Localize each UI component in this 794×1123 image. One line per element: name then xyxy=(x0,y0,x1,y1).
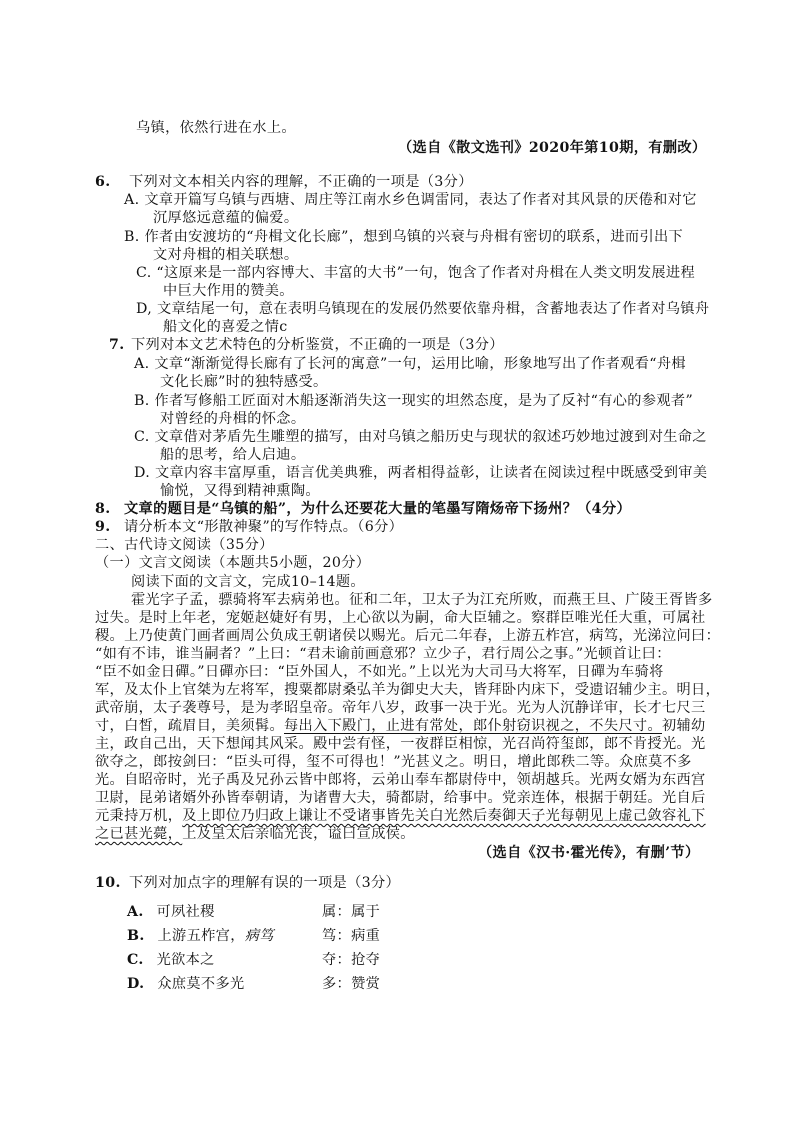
q6-number: 6. xyxy=(95,174,111,190)
option-label: C. xyxy=(127,952,144,968)
q6-option-d-cont: 船文化的喜爱之情c xyxy=(163,319,288,335)
reading-instruction: 阅读下面的文言文，完成10–14题。 xyxy=(131,574,365,590)
passage-source: （选自《汉书·霍光传》，有删’节） xyxy=(478,845,700,861)
q7-option-b: B. 作者写修船工匠面对木船逐渐消失这一现实的坦然态度，是为了反衬“有心的参观者” xyxy=(134,393,694,409)
passage-segment: 寸，白皙，疏眉目，美须髯。 xyxy=(95,718,284,734)
q7-stem: 下列对本文艺术特色的分析鉴赏，不正确的一项是（3分） xyxy=(131,337,504,353)
q6-option-b: B. 作者由安渡坊的“舟楫文化长廊”，想到乌镇的兴衰与舟楫有密切的联系，进而引出下 xyxy=(124,229,684,245)
q7-option-a-cont: 文化长廊”时的独特感受。 xyxy=(160,374,328,390)
q7-option-a: A. 文章“渐渐觉得长廊有了长河的寓意”一句，运用比喻，形象地写出了作者观看“舟楫 xyxy=(134,356,686,372)
passage-line: 过失。是时上年老，宠姬赵婕好有男，上心欲以为嗣，命大臣辅之。察群臣唯光任大重，可属社 xyxy=(95,610,706,626)
q6-option-d: D, 文章结尾一句，意在表明乌镇现在的发展仍然要依靠舟楫，含蓄地表达了作者对乌镇舟 xyxy=(136,301,710,317)
option-gloss: 夺：抢夺 xyxy=(322,952,381,968)
q7-option-b-cont: 对曾经的舟楫的怀念。 xyxy=(160,411,306,427)
passage-line: 霍光字子孟，骠骑将军去病弟也。征和二年，卫太子为江充所败，而燕王旦、广陵王胥皆多 xyxy=(131,592,713,608)
subsection-heading: （一）文言文阅读（本题共5小题，20分） xyxy=(95,555,371,571)
q10-stem: 下列对加点字的理解有误的一项是（3分） xyxy=(129,875,401,891)
option-phrase: 上游五柞宫， xyxy=(157,928,245,944)
passage-line: 武帝崩，太子袭尊号，是为孝昭皇帝。帝年八岁，政事一决于光。光为人沉静详审，长才七尺三 xyxy=(95,700,706,716)
q10-option-c xyxy=(127,950,667,970)
passage-line: 主，政自己出，天下想闻其风采。殿中尝有怪，一夜群臣相惊，光召尚符玺郎，郎不肯授光。光 xyxy=(95,736,706,752)
q7-number: 7. xyxy=(109,337,125,353)
option-phrase-italic: 病笃 xyxy=(244,928,274,944)
q6-option-c: C. “这原来是一部内容博大、丰富的大书”一句，饱含了作者对舟楫在人类文明发展进程 xyxy=(136,265,695,281)
q7-option-c-cont: 船的思考，给人启迪。 xyxy=(160,447,306,463)
passage-line xyxy=(95,716,706,736)
passage-ending-line: 乌镇，依然行进在水上。 xyxy=(136,120,296,136)
option-label: D. xyxy=(127,976,145,992)
q6-stem: 下列对文本相关内容的理解，不正确的一项是（3分） xyxy=(129,174,473,190)
q6-option-a: A. 文章开篇写乌镇与西塘、周庄等江南水乡色调雷同，表达了作者对其风景的厌倦和对它 xyxy=(124,192,697,208)
passage-line: 光。自昭帝时，光子禹及兄孙云皆中郎将，云弟山奉车都尉侍中，领胡越兵。光两女婿为东西宫 xyxy=(95,772,706,788)
q6-option-b-cont: 文对舟楫的相关联想。 xyxy=(153,247,299,263)
q10-option-a xyxy=(127,902,667,922)
q9-text: 请分析本文“形散神聚”的写作特点。（6分） xyxy=(124,519,404,535)
wavy-underlined-sentence: 及上即位乃归政上谦让不受诸事皆先关白光然后奏御天子光每朝见上虚己敛容礼下 xyxy=(182,808,706,824)
q6-option-c-cont: 中巨大作用的赞美。 xyxy=(163,283,294,299)
q9-number: 9. xyxy=(95,519,111,535)
option-gloss: 笃：病重 xyxy=(322,928,381,944)
option-phrase: 光欲本之 xyxy=(156,952,215,968)
q10-option-d xyxy=(127,974,667,994)
underlined-sentence: 每出入下殿门，止进有常处，郎仆射窃识视之，不失尺寸。 xyxy=(284,718,662,734)
section-heading: 二、古代诗文阅读（35分） xyxy=(95,537,274,553)
q7-option-c: C. 文章借对茅盾先生雕塑的描写，由对乌镇之船历史与现状的叙述巧妙地过渡到对生命之 xyxy=(134,429,707,445)
passage-line: “臣不如金日磾。”日磾亦曰：“臣外国人，不如光。”上以光为大司马大将军，日磾为车骑将 xyxy=(95,664,664,680)
passage-line: 欲夺之，郎按剑曰：“臣头可得，玺不可得也！”光甚义之。明日，增此郎秩二等。众庶莫不多 xyxy=(95,754,692,770)
passage-line: 卫尉，昆弟诸婿外孙皆奉朝请，为诸曹大夫，骑都尉，给事中。党亲连体，根据于朝廷。光自后 xyxy=(95,790,706,806)
wavy-underlined-sentence-cont: 之已甚光薨， xyxy=(95,826,183,842)
passage-line: 军，及太仆上官桀为左将军，搜粟都尉桑弘羊为御史大夫，皆拜卧内床下，受遗诏辅少主。明日， xyxy=(95,682,721,698)
option-label: A. xyxy=(127,904,144,920)
q10-number: 10. xyxy=(95,875,121,891)
passage-line: “如有不讳，谁当嗣者？”上曰：“君未谕前画意邪？立少子，君行周公之事。”光顿首让曰： xyxy=(95,646,671,662)
q8-text: 文章的题目是“乌镇的船”，为什么还要花大量的笔墨写隋炀帝下扬州？（4分） xyxy=(124,501,631,517)
q7-option-d: D. 文章内容丰富厚重，语言优美典雅，两者相得益彰，让读者在阅读过程中既感受到审美 xyxy=(134,465,708,481)
q10-option-b xyxy=(127,926,667,946)
q7-option-d-cont: 愉悦，又得到精神熏陶。 xyxy=(160,483,320,499)
passage-line xyxy=(95,806,706,826)
option-gloss: 属：属于 xyxy=(322,904,381,920)
passage-segment: 上及皇太后亲临光丧，谥曰宣成侯。 xyxy=(182,826,415,842)
source-citation: （选自《散文选刊》2020年第10期，有删改） xyxy=(398,140,707,156)
q8-number: 8. xyxy=(95,501,111,517)
option-phrase: 众庶莫不多光 xyxy=(157,976,245,992)
passage-line xyxy=(95,824,415,844)
q6-option-a-cont: 沉厚悠远意蕴的偏爱。 xyxy=(153,210,299,226)
option-label: B. xyxy=(127,928,145,944)
passage-segment: 初辅幼 xyxy=(661,718,706,734)
passage-line: 稷。上乃使黄门画者画周公负成王朝诸侯以赐光。后元二年春，上游五柞宫，病笃，光涕泣问曰： xyxy=(95,628,721,644)
option-phrase: 可夙社稷 xyxy=(156,904,215,920)
option-gloss: 多：赞赏 xyxy=(322,976,381,992)
passage-segment: 元秉持万机， xyxy=(95,808,183,824)
